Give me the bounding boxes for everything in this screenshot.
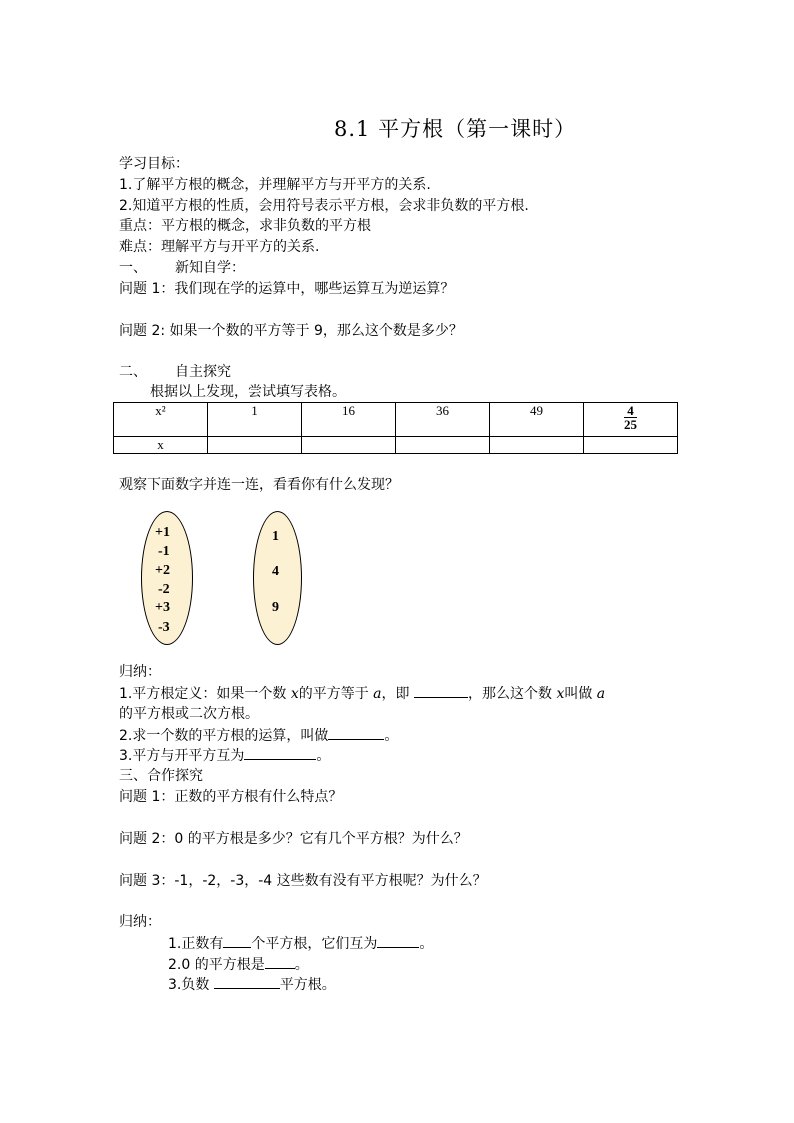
section3-question-1: 问题 1：正数的平方根有什么特点？	[119, 789, 343, 805]
goal-2: 2.知道平方根的性质，会用符号表示平方根，会求非负数的平方根.	[119, 198, 529, 214]
section1-question-2: 问题 2: 如果一个数的平方等于 9，那么这个数是多少？	[119, 323, 463, 339]
var-x: x	[556, 686, 565, 702]
fraction	[624, 404, 637, 431]
property-3	[168, 975, 336, 994]
left-number: +2	[155, 563, 170, 578]
row-label-x: x	[114, 437, 208, 454]
row-label-x-squared: x²	[114, 403, 208, 437]
section1-question-1: 问题 1：我们现在学的运算中，哪些运算互为逆运算？	[119, 281, 455, 297]
property-text: 平方根。	[279, 977, 336, 993]
definition-text: 的平方等于	[298, 686, 369, 702]
section2-number: 二、	[119, 364, 147, 380]
definition-text: ，即	[381, 686, 410, 702]
table-row	[114, 437, 678, 454]
inverse-text: 3.平方与开平方互为	[119, 748, 245, 764]
summary1-heading: 归纳：	[119, 664, 161, 680]
property-text: 。	[294, 957, 309, 973]
left-number: +3	[155, 600, 170, 615]
goals-heading: 学习目标：	[119, 156, 189, 172]
table-cell-value: 36	[396, 403, 490, 437]
left-number: -2	[158, 582, 170, 597]
left-number: +1	[155, 525, 170, 540]
definition-continued: 的平方根或二次方根。	[119, 706, 259, 722]
key-point: 重点：平方根的概念，求非负数的平方根	[119, 218, 371, 234]
property-1	[168, 934, 433, 953]
table-cell-empty[interactable]	[584, 437, 678, 454]
section1-title: 新知自学：	[175, 260, 245, 276]
table-cell-empty[interactable]	[302, 437, 396, 454]
definition-blank[interactable]	[414, 684, 468, 698]
goal-1: 1.了解平方根的概念，并理解平方与开平方的关系.	[119, 177, 431, 193]
table-cell-empty[interactable]	[396, 437, 490, 454]
property-blank[interactable]	[265, 955, 295, 969]
section2-title: 自主探究	[175, 364, 231, 380]
inverse-blank[interactable]	[244, 746, 316, 760]
square-table	[113, 402, 678, 454]
property-blank[interactable]	[214, 975, 280, 989]
inverse-relation	[119, 746, 330, 765]
operation-definition	[119, 726, 398, 745]
definition-text: 叫做	[564, 686, 593, 702]
property-text: 。	[419, 936, 434, 952]
property-blank[interactable]	[377, 934, 419, 948]
section2-instruction: 根据以上发现，尝试填写表格。	[150, 384, 346, 400]
var-x: x	[290, 686, 299, 702]
operation-text: 。	[384, 728, 399, 744]
inverse-text: 。	[316, 748, 331, 764]
fraction-denominator: 25	[624, 417, 637, 432]
table-cell-empty[interactable]	[208, 437, 302, 454]
section1-heading	[119, 259, 245, 277]
section2-heading	[119, 363, 231, 381]
right-number: 9	[272, 600, 279, 615]
table-cell-empty[interactable]	[490, 437, 584, 454]
left-number: -3	[158, 620, 170, 635]
section3-question-3: 问题 3：-1，-2，-3，-4 这些数有没有平方根呢？为什么？	[119, 873, 487, 889]
var-a: a	[373, 686, 382, 702]
table-cell-value: 16	[302, 403, 396, 437]
table-cell-fraction	[584, 403, 678, 437]
property-2	[168, 955, 309, 974]
property-text: 1.正数有	[168, 936, 224, 952]
property-text: 3.负数	[168, 977, 210, 993]
difficulty-point: 难点：理解平方与开平方的关系.	[119, 239, 320, 255]
match-prompt: 观察下面数字并连一连，看看你有什么发现？	[119, 477, 399, 493]
operation-text: 2.求一个数的平方根的运算，叫做	[119, 728, 329, 744]
left-number: -1	[158, 544, 170, 559]
fraction-numerator: 4	[624, 404, 637, 418]
definition-line	[119, 684, 605, 703]
table-cell-value: 49	[490, 403, 584, 437]
property-text: 2.0 的平方根是	[168, 957, 265, 973]
property-text: 个平方根，它们互为	[251, 936, 378, 952]
page-title: 8.1 平方根（第一课时）	[334, 117, 577, 141]
right-number: 4	[272, 564, 279, 579]
var-a: a	[596, 686, 606, 702]
table-cell-value: 1	[208, 403, 302, 437]
summary2-heading: 归纳：	[119, 914, 161, 930]
section1-number: 一、	[119, 260, 147, 276]
right-number: 1	[272, 529, 279, 544]
property-blank[interactable]	[223, 934, 251, 948]
section3-question-2: 问题 2：0 的平方根是多少？它有几个平方根？为什么？	[119, 831, 468, 847]
table-row	[114, 403, 678, 437]
operation-blank[interactable]	[328, 726, 384, 740]
section3-heading: 三、合作探究	[119, 768, 203, 784]
definition-text: 1.平方根定义：如果一个数	[119, 686, 287, 702]
definition-text: ，那么这个数	[467, 686, 552, 702]
